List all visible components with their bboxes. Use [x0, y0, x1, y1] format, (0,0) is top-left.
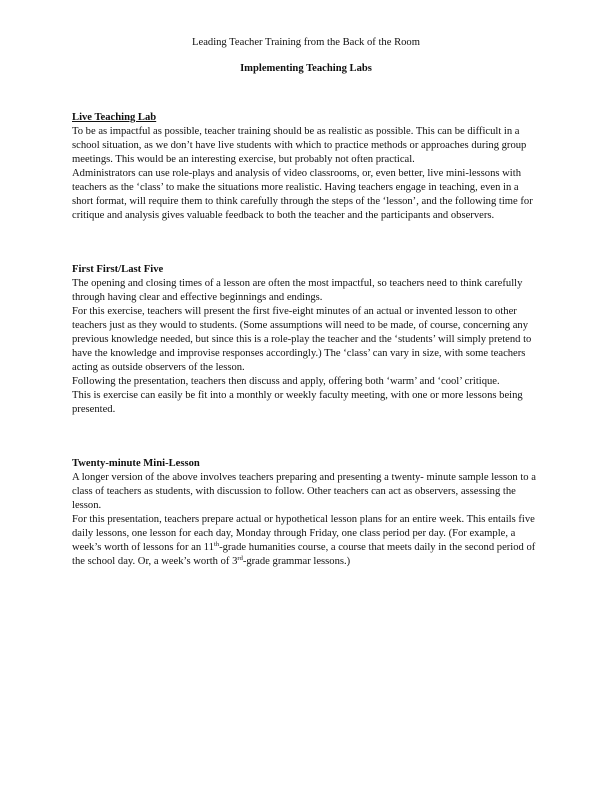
paragraph: Following the presentation, teachers then discuss and apply, offering both ‘warm’ and ‘cool’ critique. [72, 376, 500, 387]
paragraph: The opening and closing times of a lesson are often the most impactful, so teachers need to think carefully through having clear and effective beginnings and endings. [72, 278, 523, 303]
paragraph-text: -grade grammar lessons.) [242, 556, 351, 567]
document-title: Implementing Teaching Labs [240, 63, 372, 74]
paragraph: This is exercise can easily be fit into a monthly or weekly faculty meeting, with one or more lessons being presented. [72, 390, 523, 415]
paragraph-text: For this presentation, teachers prepare actual or hypothetical lesson plans for an entire week. This entails five daily lessons, one lesson for each day, Monday through Friday, one class period per day. (For example, a week’s worth of lessons for an 11 [72, 514, 535, 553]
paragraph: A longer version of the above involves teachers preparing and presenting a twenty- minute sample lesson to a class of teachers as students, with discussion to follow. Other teachers can act as observers, assessing the lesson. [72, 472, 536, 511]
paragraph: For this exercise, teachers will present the first five-eight minutes of an actual or invented lesson to other teachers just as they would to students. (Some assumptions will need to be made, of course, concerning any previous knowledge needed, but since this is a role-play the teacher and the ‘students’ will simply pretend to have the knowledge and improvise responses accordingly.) The ‘class’ can vary in size, with some teachers acting as outside observers of the lesson. [72, 306, 532, 373]
paragraph: To be as impactful as possible, teacher training should be as realistic as possible. This can be difficult in a school situation, as we don’t have live students with which to practice methods or approaches during group meetings. This would be an interesting exercise, but probably not often practical. [72, 126, 527, 165]
section-heading-twenty-minute-mini-lesson: Twenty-minute Mini-Lesson [72, 458, 200, 469]
ordinal-superscript: th [214, 541, 220, 548]
paragraph [72, 513, 540, 569]
section-heading-live-teaching-lab: Live Teaching Lab [72, 112, 157, 123]
paragraph-text: -grade humanities course, a course that meets daily in the second period of the school day. Or, a week’s worth of 3 [72, 542, 536, 567]
ordinal-superscript: rd [237, 555, 243, 562]
running-title: Leading Teacher Training from the Back of the Room [192, 37, 420, 48]
paragraph: Administrators can use role-plays and analysis of video classrooms, or, even better, live mini-lessons with teachers as the ‘class’ to make the situations more realistic. Having teachers engage in teaching, even in a short format, will require them to think carefully through the steps of the ‘lesson’, and the following time for critique and analysis gives valuable feedback to both the teacher and the participants and observers. [72, 168, 533, 221]
section-heading-first-last-five: First First/Last Five [72, 264, 164, 275]
